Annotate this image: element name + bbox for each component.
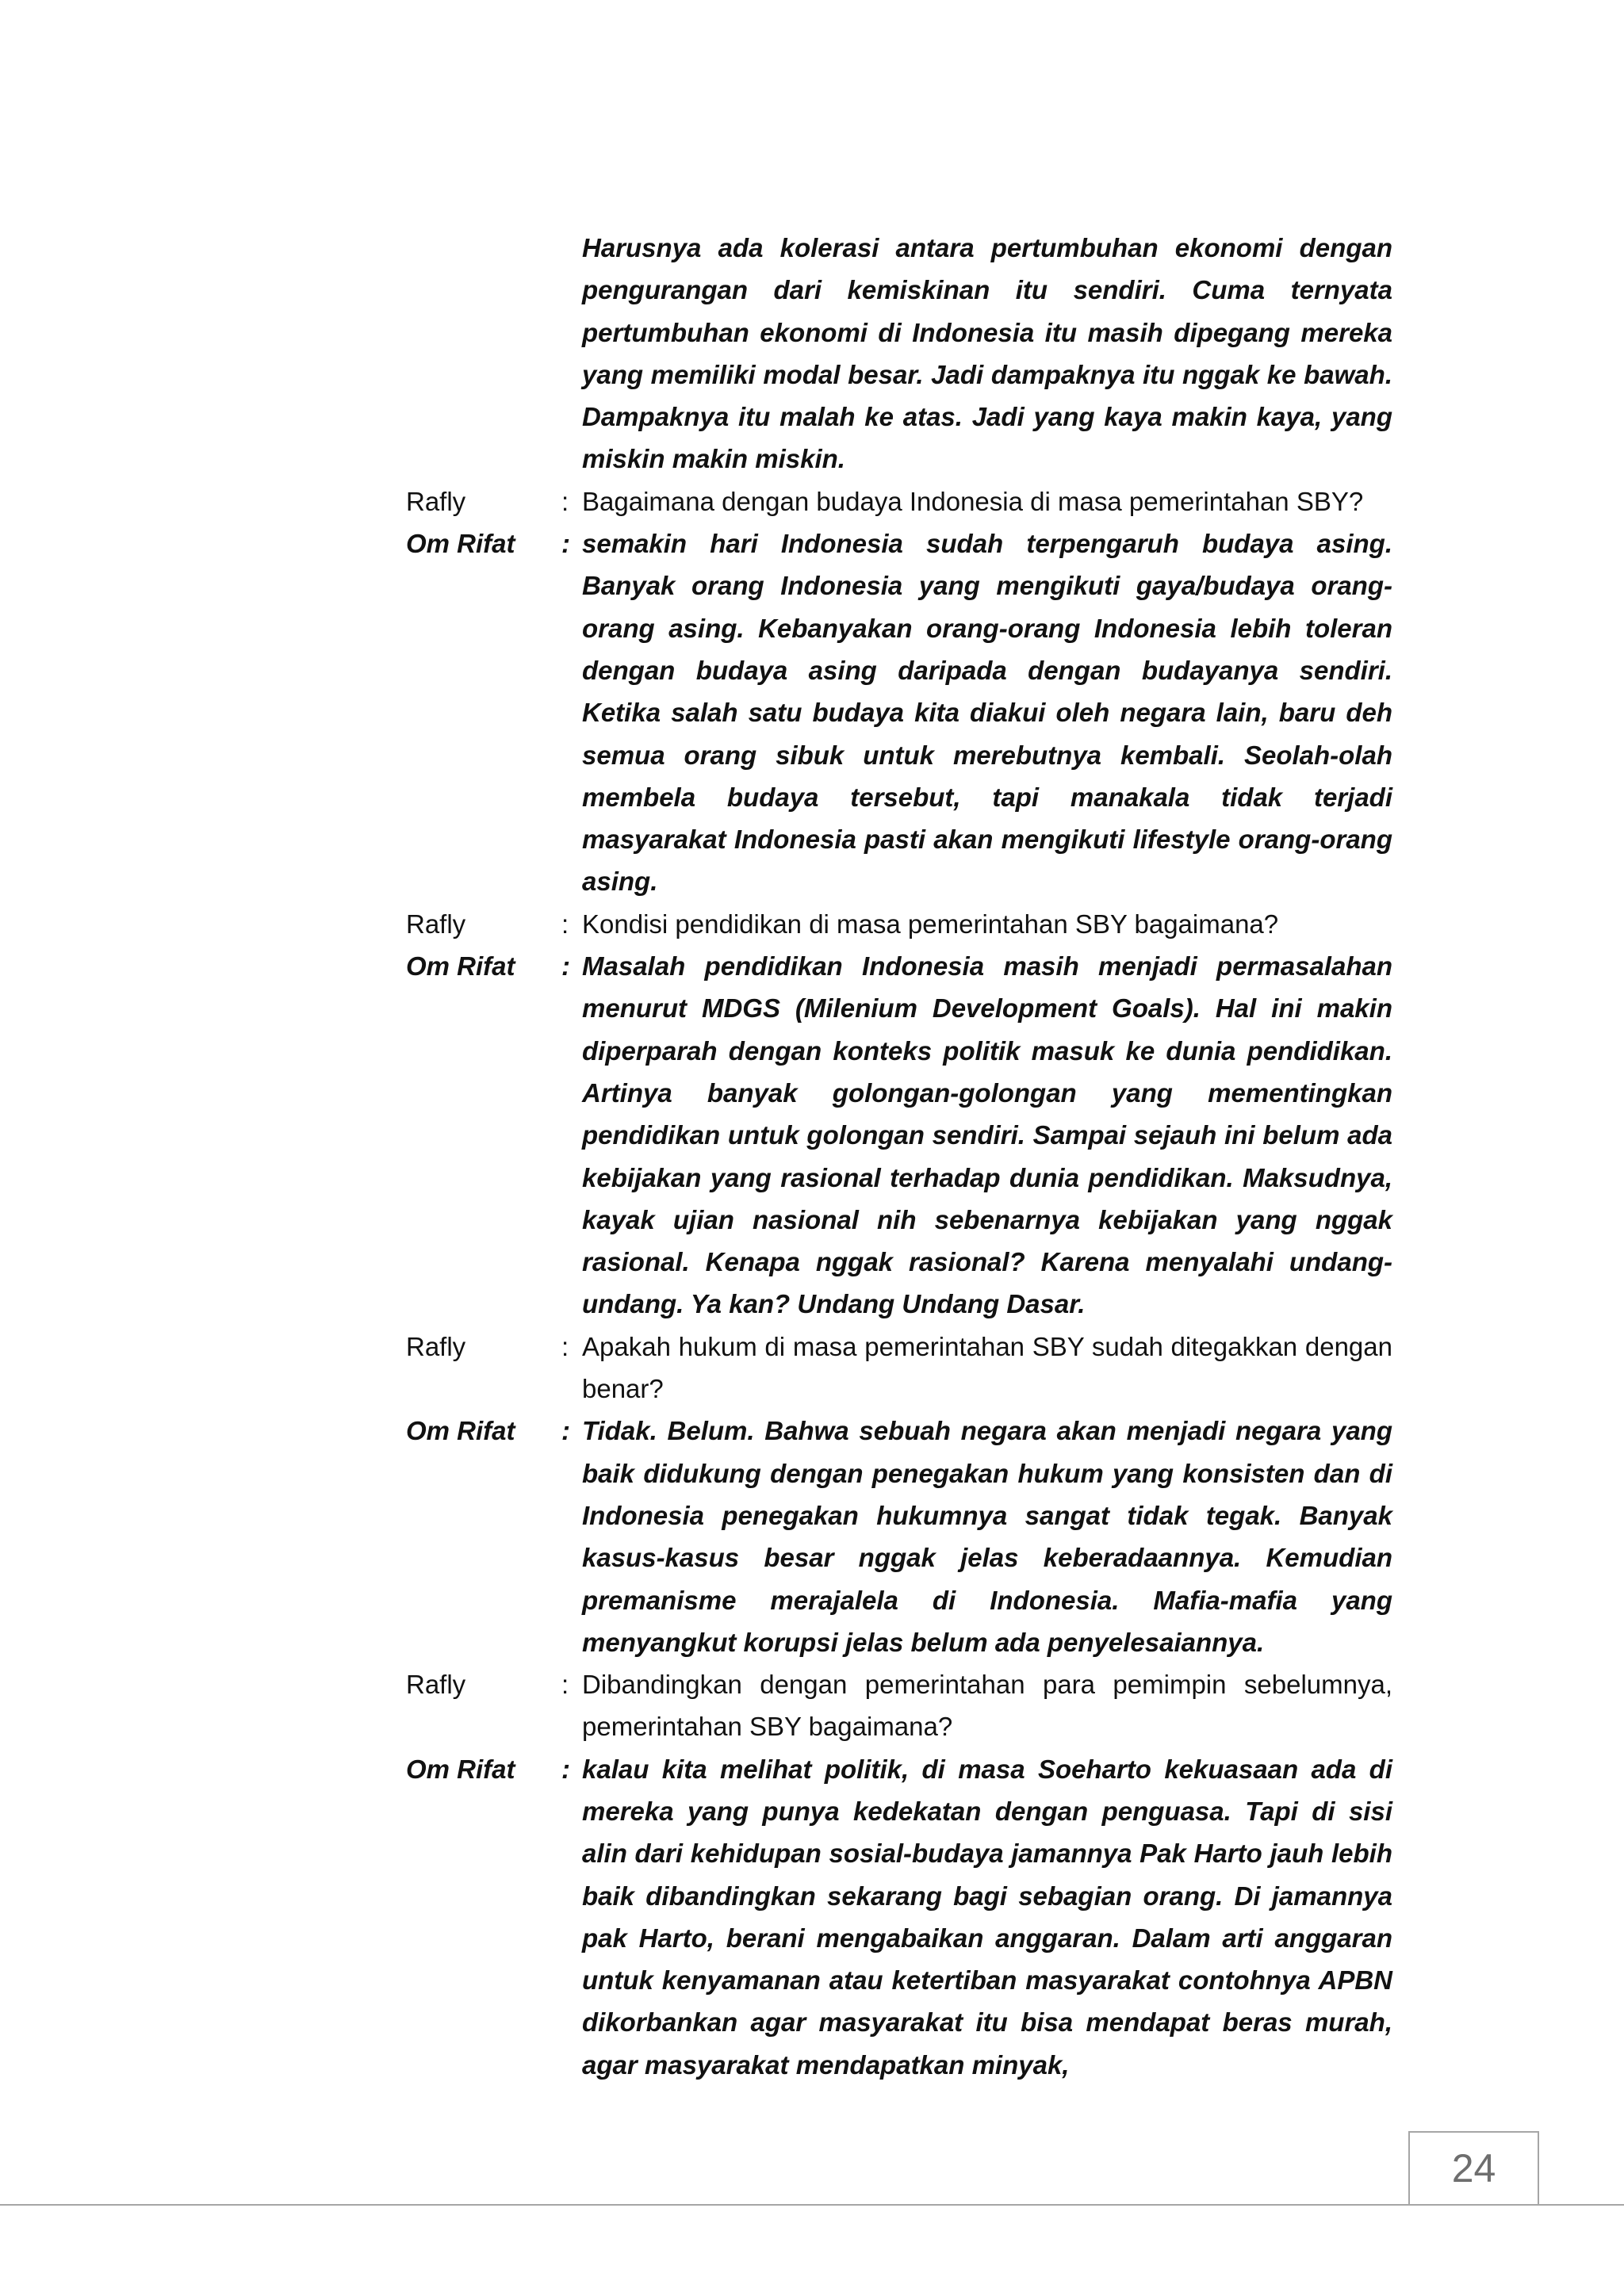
transcript-entry-answer bbox=[406, 1748, 1392, 2086]
interview-transcript bbox=[406, 227, 1392, 2086]
entry-text: Apakah hukum di masa pemerintahan SBY sudah ditegakkan dengan benar? bbox=[582, 1331, 1392, 1404]
entry-text: kalau kita melihat politik, di masa Soeharto kekuasaan ada di mereka yang punya kedekatan dengan penguasa. Tapi di sisi alin dari kehidupan sosial-budaya jamannya Pak Harto jauh lebih baik dibandingkan sekarang bagi sebagian orang. Di jamannya pak Harto, berani mengabaikan anggaran. Dalam arti anggaran untuk kenyamanan atau ketertiban masyarakat contohnya APBN dikorbankan agar masyarakat itu bisa mendapat beras murah, agar masyarakat mendapatkan minyak, bbox=[582, 1754, 1392, 2080]
entry-text: Dibandingkan dengan pemerintahan para pemimpin sebelumnya, pemerintahan SBY bagaimana? bbox=[582, 1670, 1392, 1742]
entry-text: Masalah pendidikan Indonesia masih menjadi permasalahan menurut MDGS (Milenium Development Goals). Hal ini makin diperparah dengan konteks politik masuk ke dunia pendidikan. Artinya banyak golongan-golongan yang mementingkan pendidikan untuk golongan sendiri. Sampai sejauh ini belum ada kebijakan yang rasional terhadap dunia pendidikan. Maksudnya, kayak ujian nasional nih sebenarnya kebijakan yang nggak rasional. Kenapa nggak rasional? Karena menyalahi undang-undang. Ya kan? Undang Undang Dasar. bbox=[582, 951, 1392, 1319]
page-number: 24 bbox=[1451, 2146, 1496, 2191]
transcript-entry-answer bbox=[406, 945, 1392, 1326]
transcript-entry-question bbox=[406, 903, 1392, 945]
speaker-label: Om Rifat bbox=[406, 1754, 515, 1784]
speaker-label: Rafly bbox=[406, 1670, 466, 1700]
speaker-separator: : bbox=[561, 1670, 569, 1700]
entry-text: Kondisi pendidikan di masa pemerintahan SBY bagaimana? bbox=[582, 909, 1279, 939]
speaker-separator: : bbox=[561, 1331, 569, 1361]
speaker-separator: : bbox=[561, 951, 570, 982]
transcript-entry-question bbox=[406, 1663, 1392, 1748]
speaker-label: Om Rifat bbox=[406, 1416, 515, 1446]
footer-rule bbox=[0, 2204, 1624, 2206]
speaker-label: Rafly bbox=[406, 1331, 466, 1361]
transcript-entry-question bbox=[406, 1326, 1392, 1410]
speaker-separator: : bbox=[561, 529, 570, 559]
speaker-separator: : bbox=[561, 1754, 570, 1784]
answer-continuation: Harusnya ada kolerasi antara pertumbuhan ekonomi dengan pengurangan dari kemiskinan itu sendiri. Cuma ternyata pertumbuhan ekonomi di Indonesia itu masih dipegang mereka yang memiliki modal besar. Jadi dampaknya itu nggak ke bawah. Dampaknya itu malah ke atas. Jadi yang kaya makin kaya, yang miskin makin miskin. bbox=[582, 233, 1392, 474]
transcript-entry-answer bbox=[406, 1410, 1392, 1663]
speaker-label: Rafly bbox=[406, 486, 466, 516]
entry-text: Tidak. Belum. Bahwa sebuah negara akan menjadi negara yang baik didukung dengan penegakan hukum yang konsisten dan di Indonesia penegakan hukumnya sangat tidak tegak. Banyak kasus-kasus besar nggak jelas keberadaannya. Kemudian premanisme merajalela di Indonesia. Mafia-mafia yang menyangkut korupsi jelas belum ada penyelesaiannya. bbox=[582, 1416, 1392, 1657]
entry-text: Bagaimana dengan budaya Indonesia di masa pemerintahan SBY? bbox=[582, 486, 1364, 516]
speaker-separator: : bbox=[561, 486, 569, 516]
speaker-label: Om Rifat bbox=[406, 951, 515, 982]
speaker-label: Om Rifat bbox=[406, 529, 515, 559]
transcript-entry-answer bbox=[406, 522, 1392, 903]
entry-text: semakin hari Indonesia sudah terpengaruh budaya asing. Banyak orang Indonesia yang mengikuti gaya/budaya orang-orang asing. Kebanyakan orang-orang Indonesia lebih toleran dengan budaya asing daripada dengan budayanya sendiri. Ketika salah satu budaya kita diakui oleh negara lain, baru deh semua orang sibuk untuk merebutnya kembali. Seolah-olah membela budaya tersebut, tapi manakala tidak terjadi masyarakat Indonesia pasti akan mengikuti lifestyle orang-orang asing. bbox=[582, 529, 1392, 897]
page-number-box bbox=[1408, 2131, 1539, 2204]
speaker-label: Rafly bbox=[406, 909, 466, 939]
speaker-separator: : bbox=[561, 1416, 570, 1446]
speaker-separator: : bbox=[561, 909, 569, 939]
transcript-entry-question bbox=[406, 480, 1392, 522]
